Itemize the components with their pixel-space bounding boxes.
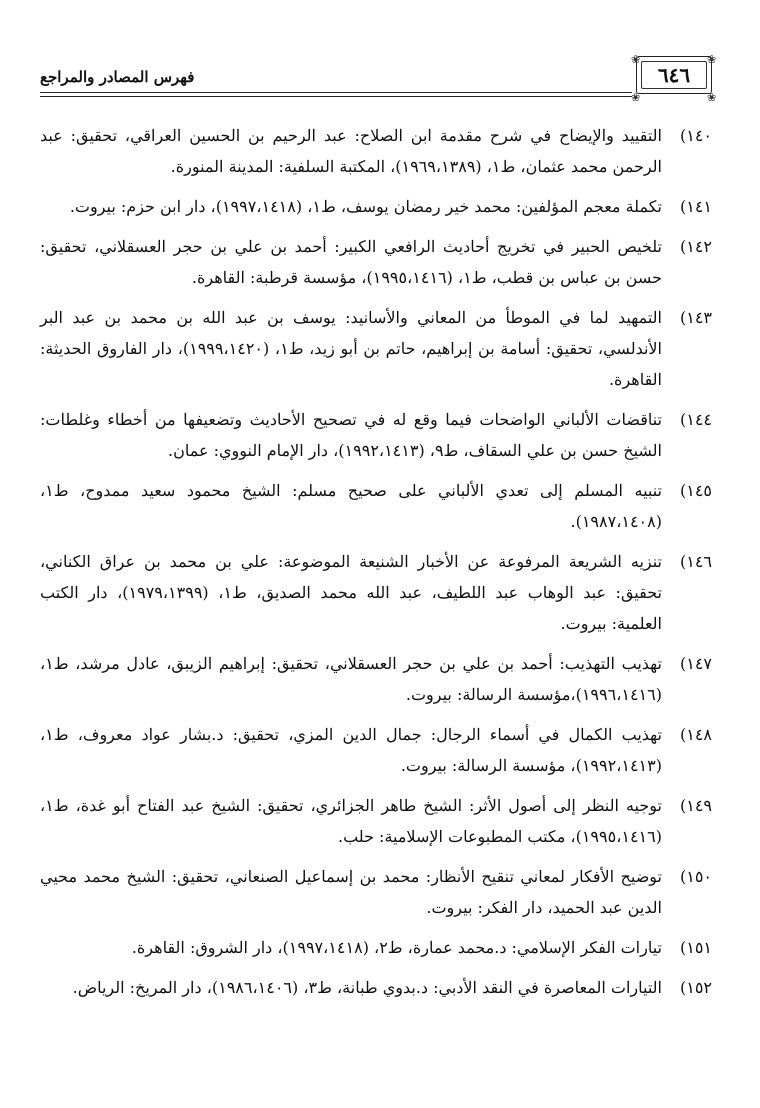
corner-ornament-icon: ❀ xyxy=(707,91,717,104)
bibliography-entry xyxy=(40,475,712,537)
entry-number: ١٤٣) xyxy=(679,308,712,327)
header-rule xyxy=(40,92,632,93)
entry-number: ١٥١) xyxy=(679,938,712,957)
bibliography-entry xyxy=(40,972,712,1003)
entry-number: ١٤٩) xyxy=(679,796,712,815)
entry-text: التمهيد لما في الموطأ من المعاني والأسانيد: يوسف بن عبد الله بن محمد بن عبد البر الأندلسي، تحقيق: أسامة بن إبراهيم، حاتم بن أبو زيد، ط١، (١٩٩٩،١٤٢٠)، دار الفاروق الحديثة: القاهرة. xyxy=(40,308,662,389)
bibliography-entry xyxy=(40,648,712,710)
entry-number: ١٤٥) xyxy=(679,481,712,500)
entry-text: تنبيه المسلم إلى تعدي الألباني على صحيح مسلم: الشيخ محمود سعيد ممدوح، ط١، (١٩٨٧،١٤٠٨). xyxy=(40,481,662,531)
bibliography-entry xyxy=(40,302,712,395)
entry-number: ١٥٠) xyxy=(679,867,712,886)
entry-number: ١٤٤) xyxy=(679,410,712,429)
bibliography-entry xyxy=(40,861,712,923)
entry-number: ١٥٢) xyxy=(679,978,712,997)
corner-ornament-icon: ❀ xyxy=(631,91,641,104)
page-number: ٦٤٦ xyxy=(657,63,691,87)
entry-text: تنزيه الشريعة المرفوعة عن الأخبار الشنيعة الموضوعة: علي بن محمد بن عراق الكناني، تحقيق: عبد الوهاب عبد اللطيف، عبد الله محمد الصديق، ط١، (١٩٧٩،١٣٩٩)، دار الكتب العلمية: بيروت. xyxy=(40,552,662,633)
entry-text: التقييد والإيضاح في شرح مقدمة ابن الصلاح: عبد الرحيم بن الحسين العراقي، تحقيق: عبد الرحمن محمد عثمان، ط١، (١٩٦٩،١٣٨٩)، المكتبة السلفية: المدينة المنورة. xyxy=(40,126,662,176)
bibliography-entry xyxy=(40,719,712,781)
bibliography-entry xyxy=(40,191,712,222)
entry-number: ١٤١) xyxy=(679,197,712,216)
entry-text: تلخيص الحبير في تخريج أحاديث الرافعي الكبير: أحمد بن علي بن حجر العسقلاني، تحقيق: حسن بن عباس بن قطب، ط١، (١٩٩٥،١٤١٦)، مؤسسة قرطبة: القاهرة. xyxy=(40,237,663,287)
page-header xyxy=(40,52,717,104)
bibliography-entry xyxy=(40,231,712,293)
page-number-frame xyxy=(631,53,717,104)
bibliography-entry xyxy=(40,546,712,639)
bibliography-entry xyxy=(40,404,712,466)
entry-text: التيارات المعاصرة في النقد الأدبي: د.بدوي طبانة، ط٣، (١٩٨٦،١٤٠٦)، دار المريخ: الرياض. xyxy=(72,978,662,997)
entry-text: تهذيب التهذيب: أحمد بن علي بن حجر العسقلاني، تحقيق: إبراهيم الزيبق، عادل مرشد، ط١، (١٩٩٦،١٤١٦)،مؤسسة الرسالة: بيروت. xyxy=(40,654,662,704)
entry-text: تكملة معجم المؤلفين: محمد خير رمضان يوسف، ط١، (١٩٩٧،١٤١٨)، دار ابن حزم: بيروت. xyxy=(69,197,662,216)
bibliography-entry xyxy=(40,932,712,963)
running-title: فهرس المصادر والمراجع xyxy=(40,68,195,86)
entry-text: توجيه النظر إلى أصول الأثر: الشيخ طاهر الجزائري، تحقيق: الشيخ عبد الفتاح أبو غدة، ط١، (١٩٩٥،١٤١٦)، مكتب المطبوعات الإسلامية: حلب. xyxy=(40,796,662,846)
entry-number: ١٤٠) xyxy=(679,126,712,145)
entry-text: تيارات الفكر الإسلامي: د.محمد عمارة، ط٢، (١٩٩٧،١٤١٨)، دار الشروق: القاهرة. xyxy=(131,938,662,957)
bibliography-entry xyxy=(40,120,712,182)
header-rule-inner xyxy=(40,96,632,97)
entry-number: ١٤٧) xyxy=(679,654,712,673)
entry-number: ١٤٢) xyxy=(679,237,712,256)
corner-ornament-icon: ❀ xyxy=(631,53,641,66)
entry-text: تناقضات الألباني الواضحات فيما وقع له في تصحيح الأحاديث وتضعيفها من أخطاء وغلطات: الشيخ حسن بن علي السقاف، ط٩، (١٩٩٢،١٤١٣)، دار الإمام النووي: عمان. xyxy=(40,410,662,460)
entry-text: توضيح الأفكار لمعاني تنقيح الأنظار: محمد بن إسماعيل الصنعاني، تحقيق: الشيخ محمد محيي الدين عبد الحميد، دار الفكر: بيروت. xyxy=(40,867,662,917)
entry-number: ١٤٦) xyxy=(679,552,712,571)
corner-ornament-icon: ❀ xyxy=(707,53,717,66)
entry-text: تهذيب الكمال في أسماء الرجال: جمال الدين المزي، تحقيق: د.بشار عواد معروف، ط١، (١٩٩٢،١٤١٣)، مؤسسة الرسالة: بيروت. xyxy=(40,725,662,775)
entry-number: ١٤٨) xyxy=(679,725,712,744)
bibliography-list xyxy=(40,120,712,1012)
bibliography-entry xyxy=(40,790,712,852)
